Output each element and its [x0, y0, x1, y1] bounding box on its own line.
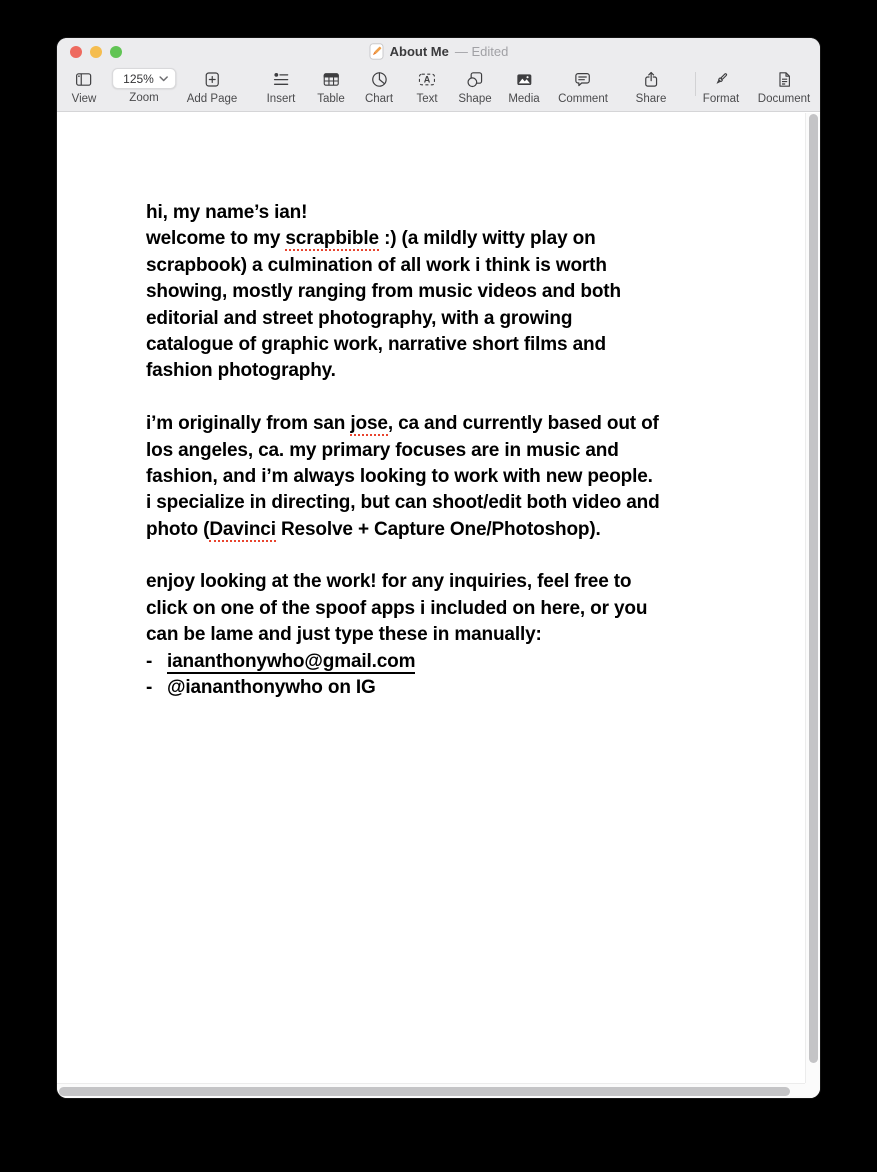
document-title: About Me: [389, 43, 449, 59]
pages-window: [57, 38, 820, 1098]
text-line[interactable]: [146, 200, 805, 226]
text-box-icon: [418, 68, 437, 90]
shape-icon: [466, 68, 483, 90]
text-line[interactable]: [146, 569, 805, 595]
text-segment: editorial and street photography, with a growing: [146, 307, 573, 329]
sidebar-icon: [75, 68, 93, 90]
bullet-dash: -: [146, 650, 153, 672]
vertical-scrollbar-thumb[interactable]: [809, 114, 818, 1063]
media-icon: [515, 68, 533, 90]
text-segment: Resolve + Capture One/Photoshop).: [275, 518, 601, 540]
text-segment: @iananthonywho on IG: [167, 677, 376, 699]
toolbar-label: Media: [508, 93, 540, 105]
toolbar-label: Shape: [458, 93, 492, 105]
text-segment: photo (: [146, 518, 210, 540]
titlebar[interactable]: [57, 38, 820, 64]
text-line[interactable]: [146, 438, 805, 464]
toolbar-label: Text: [416, 93, 438, 105]
toolbar-label: Add Page: [186, 93, 238, 105]
text-segment: click on one of the spoof apps i included on here, or you: [146, 597, 648, 619]
toolbar-comment-button[interactable]: [558, 68, 608, 105]
document-page[interactable]: [57, 113, 805, 1083]
text-segment: can be lame and just type these in manually:: [146, 624, 542, 646]
horizontal-scrollbar-track[interactable]: [57, 1083, 820, 1098]
pie-chart-icon: [371, 68, 388, 90]
toolbar-label: Zoom: [129, 92, 159, 104]
toolbar-zoom-control[interactable]: [112, 68, 176, 104]
toolbar-insert-button[interactable]: [267, 68, 296, 105]
document-text: [57, 113, 805, 701]
toolbar-add-page-button[interactable]: [187, 68, 238, 105]
pages-document-icon: [369, 43, 384, 60]
horizontal-scrollbar-thumb[interactable]: [59, 1087, 790, 1096]
window-header: [57, 38, 820, 112]
toolbar-table-button[interactable]: [317, 68, 345, 105]
text-segment: showing, mostly ranging from music videos and both: [146, 281, 621, 303]
text-segment: welcome to my: [146, 228, 286, 250]
document-icon: [775, 68, 792, 90]
toolbar-label: Table: [317, 93, 345, 105]
text-segment: los angeles, ca. my primary focuses are in music and: [146, 439, 619, 461]
scrollbar-corner: [805, 1083, 820, 1098]
zoom-value: 125%: [123, 71, 154, 86]
share-icon: [643, 68, 660, 90]
add-page-icon: [203, 68, 220, 90]
toolbar-label: Insert: [266, 93, 296, 105]
text-segment: fashion photography.: [146, 360, 336, 382]
text-line[interactable]: [146, 358, 805, 384]
toolbar-separator: [695, 72, 696, 96]
toolbar-label: Format: [702, 93, 740, 105]
insert-icon: [272, 68, 289, 90]
toolbar-view-button[interactable]: [72, 68, 97, 105]
toolbar-label: Chart: [364, 93, 394, 105]
toolbar-media-button[interactable]: [508, 68, 539, 105]
toolbar-text-button[interactable]: [416, 68, 437, 105]
text-line[interactable]: [146, 306, 805, 332]
email-link[interactable]: iananthonywho@gmail.com: [167, 650, 416, 672]
text-segment: scrapbook) a culmination of all work i think is worth: [146, 254, 607, 276]
text-line[interactable]: [146, 411, 805, 437]
zoom-dropdown[interactable]: [112, 68, 176, 89]
toolbar-chart-button[interactable]: [365, 68, 393, 105]
toolbar-label: Document: [757, 93, 811, 105]
toolbar-format-button[interactable]: [703, 68, 739, 105]
misspelled-word: scrapbible: [285, 228, 379, 250]
document-edited-status: — Edited: [454, 43, 509, 59]
comment-icon: [574, 68, 591, 90]
title-group: [57, 38, 820, 64]
toolbar-document-button[interactable]: [758, 68, 810, 105]
text-segment: , ca and currently based out of: [387, 413, 659, 435]
toolbar: [57, 64, 820, 112]
toolbar-label: Share: [635, 93, 667, 105]
text-line[interactable]: [146, 517, 805, 543]
text-segment: catalogue of graphic work, narrative short films and: [146, 333, 606, 355]
toolbar-shape-button[interactable]: [458, 68, 491, 105]
chevron-down-icon: [159, 76, 168, 82]
text-segment: :) (a mildly witty play on: [378, 228, 596, 250]
text-segment: hi, my name’s ian!: [146, 202, 308, 223]
text-line[interactable]: [146, 490, 805, 516]
text-line[interactable]: [146, 675, 805, 701]
toolbar-label: Comment: [558, 93, 608, 105]
svg-text:A: A: [423, 74, 431, 85]
text-segment: enjoy looking at the work! for any inquiries, feel free to: [146, 571, 632, 593]
text-line[interactable]: [146, 543, 805, 569]
misspelled-word: Davinci: [209, 518, 276, 540]
toolbar-label: View: [71, 93, 97, 105]
misspelled-word: jose: [350, 413, 388, 435]
text-line[interactable]: [146, 622, 805, 648]
bullet-dash: -: [146, 677, 153, 699]
text-line[interactable]: [146, 385, 805, 411]
text-line[interactable]: [146, 253, 805, 279]
text-line[interactable]: [146, 464, 805, 490]
text-line[interactable]: [146, 226, 805, 252]
text-line[interactable]: [146, 279, 805, 305]
text-segment: fashion, and i’m always looking to work with new people.: [146, 465, 653, 487]
text-line[interactable]: [146, 649, 805, 675]
text-line[interactable]: [146, 596, 805, 622]
text-segment: i’m originally from san: [146, 413, 351, 435]
vertical-scrollbar-track[interactable]: [805, 113, 820, 1083]
toolbar-share-button[interactable]: [636, 68, 667, 105]
text-segment: i specialize in directing, but can shoot/edit both video and: [146, 492, 660, 514]
format-brush-icon: [712, 68, 730, 90]
text-line[interactable]: [146, 332, 805, 358]
table-icon: [322, 68, 340, 90]
